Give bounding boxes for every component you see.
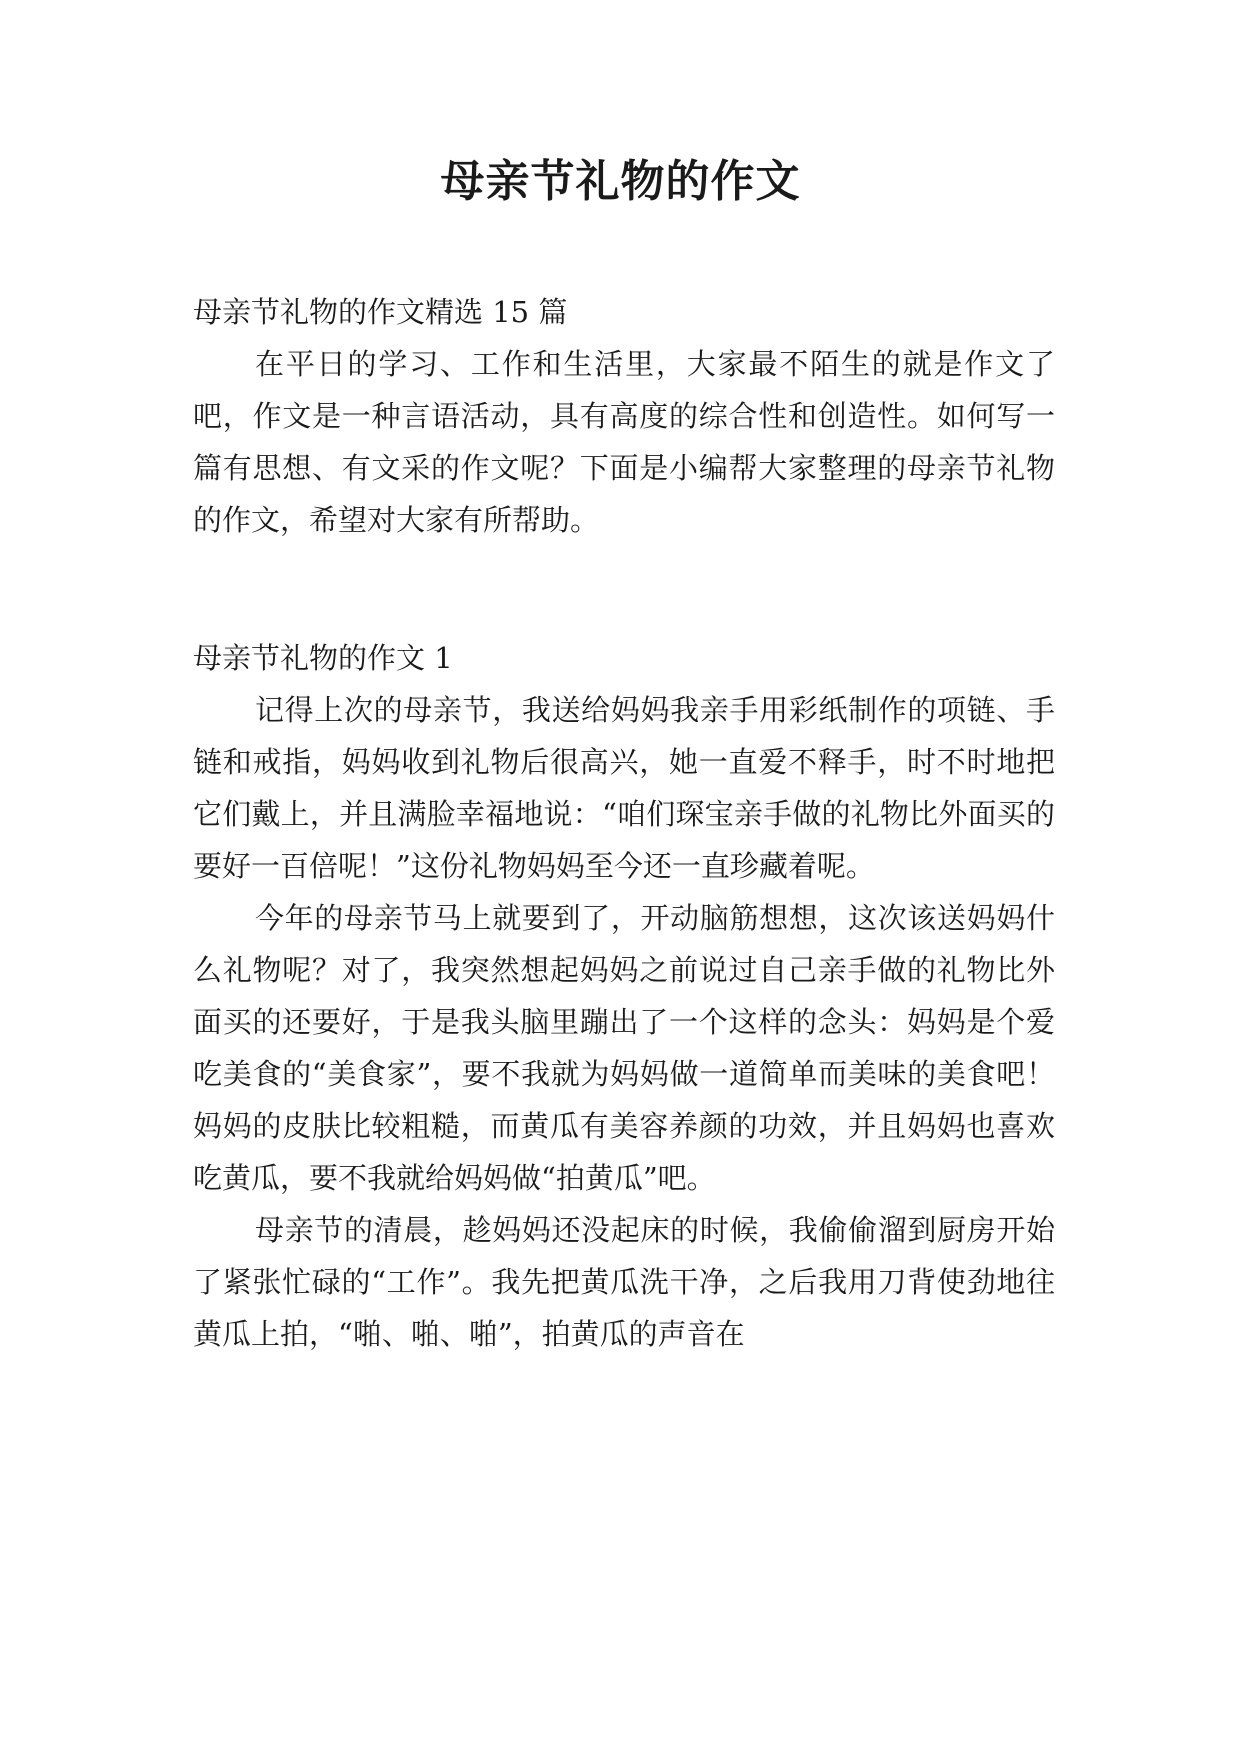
section-1-paragraph-2: 今年的母亲节马上就要到了，开动脑筋想想，这次该送妈妈什么礼物呢？对了，我突然想起妈妈之前说过自己亲手做的礼物比外面买的还要好，于是我头脑里蹦出了一个这样的念头：妈妈是个爱吃美食的“美食家”，要不我就为妈妈做一道简单而美味的美食吧！妈妈的皮肤比较粗糙，而黄瓜有美容养颜的功效，并且妈妈也喜欢吃黄瓜，要不我就给妈妈做“拍黄瓜”吧。 [193,901,1055,1195]
section-spacer [193,546,1055,632]
intro-paragraph: 在平日的学习、工作和生活里，大家最不陌生的就是作文了吧，作文是一种言语活动，具有高度的综合性和创造性。如何写一篇有思想、有文采的作文呢？下面是小编帮大家整理的母亲节礼物的作文，希望对大家有所帮助。 [193,347,1055,537]
document-title: 母亲节礼物的作文 [440,156,801,207]
intro-heading: 母亲节礼物的作文精选 15 篇 [193,295,568,329]
document-body [193,286,1055,1360]
section-1-heading: 母亲节礼物的作文 1 [193,641,453,675]
section-1-paragraph-1: 记得上次的母亲节，我送给妈妈我亲手用彩纸制作的项链、手链和戒指，妈妈收到礼物后很高兴，她一直爱不释手，时不时地把它们戴上，并且满脸幸福地说：“咱们琛宝亲手做的礼物比外面买的要好一百倍呢！”这份礼物妈妈至今还一直珍藏着呢。 [193,693,1055,883]
section-1-paragraph-3: 母亲节的清晨，趁妈妈还没起床的时候，我偷偷溜到厨房开始了紧张忙碌的“工作”。我先把黄瓜洗干净，之后我用刀背使劲地往黄瓜上拍，“啪、啪、啪”，拍黄瓜的声音在 [193,1213,1055,1351]
